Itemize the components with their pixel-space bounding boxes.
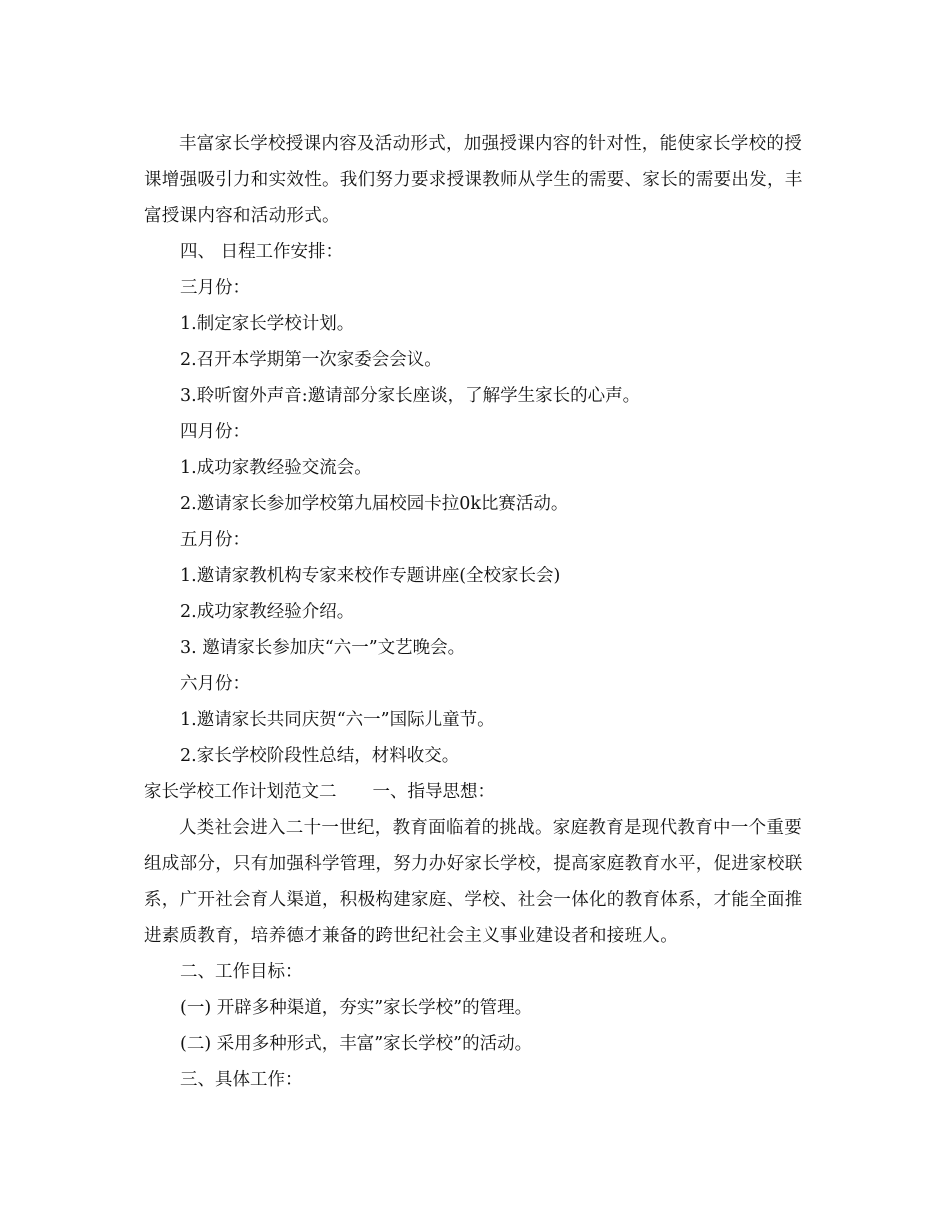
month-label-june: 六月份：	[180, 674, 250, 694]
goals-heading: 二、工作目标：	[180, 962, 303, 982]
month-label-april: 四月份：	[180, 422, 250, 442]
tasks-heading: 三、具体工作：	[180, 1070, 303, 1090]
schedule-heading: 四、 日程工作安排：	[180, 242, 344, 262]
list-item: (二) 采用多种形式，丰富”家长学校”的活动。	[180, 1034, 533, 1054]
list-item: 3.聆听窗外声音:邀请部分家长座谈，了解学生家长的心声。	[180, 386, 641, 406]
list-item: 2.成功家教经验介绍。	[180, 602, 355, 622]
list-item: 1.邀请家长共同庆贺“六一”国际儿童节。	[180, 710, 495, 730]
intro-paragraph: 丰富家长学校授课内容及活动形式，加强授课内容的针对性，能使家长学校的授课增强吸引力和实效性。我们努力要求授课教师从学生的需要、家长的需要出发，丰富授课内容和活动形式。	[144, 134, 803, 226]
list-item: 1.制定家长学校计划。	[180, 314, 355, 334]
second-document-title-line	[144, 774, 806, 810]
list-item: 1.邀请家教机构专家来校作专题讲座(全校家长会)	[180, 566, 561, 586]
document-body	[144, 126, 806, 1098]
list-item: 3. 邀请家长参加庆“六一”文艺晚会。	[180, 638, 466, 658]
list-item: 2.召开本学期第一次家委会会议。	[180, 350, 442, 370]
second-document-title: 家长学校工作计划范文二	[144, 782, 337, 802]
list-item: 2.家长学校阶段性总结，材料收交。	[180, 746, 460, 766]
month-label-march: 三月份：	[180, 278, 250, 298]
list-item: 2.邀请家长参加学校第九届校园卡拉0k比赛活动。	[180, 494, 569, 514]
guiding-heading: 一、指导思想：	[372, 782, 495, 802]
month-label-may: 五月份：	[180, 530, 250, 550]
list-item: 1.成功家教经验交流会。	[180, 458, 372, 478]
list-item: (一) 开辟多种渠道，夯实”家长学校”的管理。	[180, 998, 533, 1018]
guiding-paragraph: 人类社会进入二十一世纪，教育面临着的挑战。家庭教育是现代教育中一个重要组成部分，只有加强科学管理，努力办好家长学校，提高家庭教育水平，促进家校联系，广开社会育人渠道，积极构建家庭、学校、社会一体化的教育体系，才能全面推进素质教育，培养德才兼备的跨世纪社会主义事业建设者和接班人。	[144, 818, 803, 946]
